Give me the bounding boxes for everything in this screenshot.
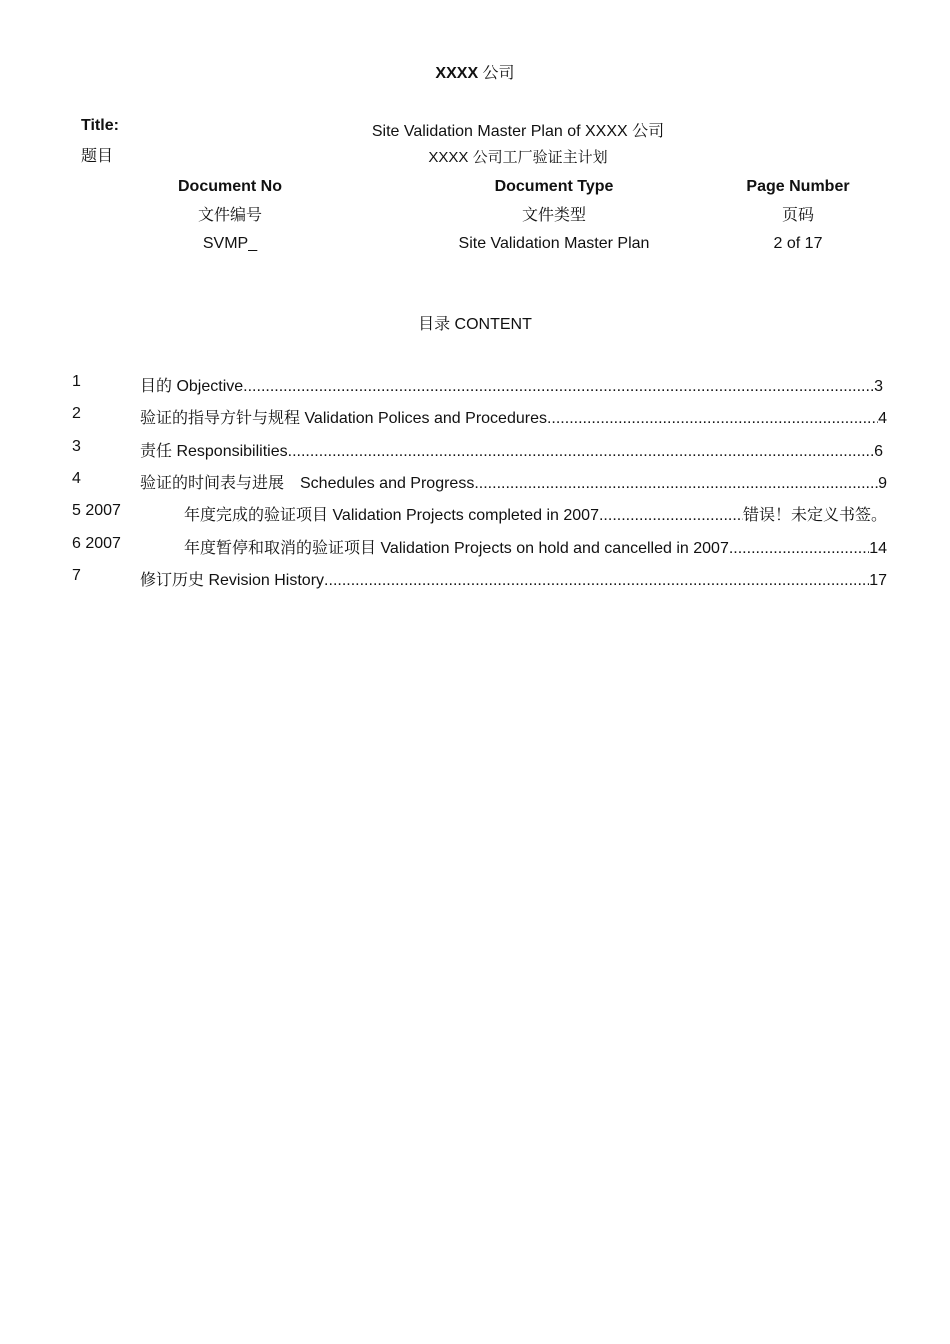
- toc-leader-dots: [729, 540, 869, 558]
- doc-type-header: Document Type: [494, 178, 614, 195]
- doc-type-value: Site Validation Master Plan: [458, 235, 650, 252]
- doc-type-column: [404, 178, 704, 253]
- toc-entry-text: 验证的指导方针与规程 Validation Polices and Procedures: [140, 410, 547, 427]
- toc-title: 目录 CONTENT: [418, 316, 532, 333]
- doc-no-header: Document No: [178, 178, 282, 195]
- company-name-suffix: 公司: [478, 65, 515, 82]
- company-header: [0, 60, 950, 83]
- title-label: Title:: [81, 117, 119, 134]
- toc-entry[interactable]: [72, 535, 887, 557]
- toc-entry-number: 3: [72, 438, 81, 455]
- toc-leader-dots: [288, 443, 874, 461]
- document-title-zh: XXXX 公司工厂验证主计划: [428, 149, 608, 166]
- page-number-value: 2 of 17: [773, 235, 823, 252]
- toc-entry-number: 4: [72, 470, 81, 487]
- toc-entry-page: 4: [878, 410, 887, 427]
- toc-entry[interactable]: [72, 438, 887, 460]
- toc-entry-page: 错误！未定义书签。: [742, 507, 887, 524]
- title-label-zh: 题目: [81, 148, 114, 165]
- toc-entry[interactable]: [72, 373, 887, 395]
- toc-entry-number: 7: [72, 567, 81, 584]
- doc-no-value: SVMP_: [202, 235, 258, 252]
- toc-entry-number: 6 2007: [72, 535, 121, 552]
- toc-entry-text: 年度暂停和取消的验证项目 Validation Projects on hold and cancelled in 2007: [184, 540, 729, 557]
- toc-entry[interactable]: [72, 470, 887, 492]
- toc-entry-text: 目的 Objective: [140, 378, 244, 395]
- doc-no-column: [130, 178, 330, 253]
- doc-type-header-zh: 文件类型: [521, 207, 586, 224]
- toc-leader-dots: [324, 572, 869, 590]
- company-name-bold: XXXX: [435, 65, 479, 82]
- page-number-header-zh: 页码: [781, 207, 814, 224]
- toc-entry-text: 修订历史 Revision History: [140, 572, 325, 589]
- page-number-column: [708, 178, 888, 253]
- toc-leader-dots: [599, 507, 743, 525]
- page-number-header: Page Number: [746, 178, 850, 195]
- toc-entry-page: 3: [874, 378, 883, 395]
- toc-entry[interactable]: [72, 405, 887, 427]
- doc-no-header-zh: 文件编号: [197, 207, 262, 224]
- document-title-en: Site Validation Master Plan of XXXX 公司: [371, 123, 665, 140]
- toc-entry-page: 14: [869, 540, 887, 557]
- toc-leader-dots: [243, 378, 874, 396]
- toc-entry-text: 验证的时间表与进展 Schedules and Progress: [140, 475, 475, 492]
- toc-entry-text: 年度完成的验证项目 Validation Projects completed in 2007: [184, 507, 599, 524]
- toc-entry-number: 5 2007: [72, 502, 121, 519]
- toc-entry[interactable]: [72, 567, 887, 589]
- toc-leader-dots: [474, 475, 878, 493]
- toc-entry-number: 2: [72, 405, 81, 422]
- toc-entry[interactable]: [72, 502, 887, 524]
- toc-entry-page: 17: [869, 572, 887, 589]
- toc-entry-text: 责任 Responsibilities: [140, 443, 288, 460]
- toc-entry-page: 9: [878, 475, 887, 492]
- toc-entry-page: 6: [874, 443, 883, 460]
- toc-entry-number: 1: [72, 373, 81, 390]
- toc-leader-dots: [547, 410, 878, 428]
